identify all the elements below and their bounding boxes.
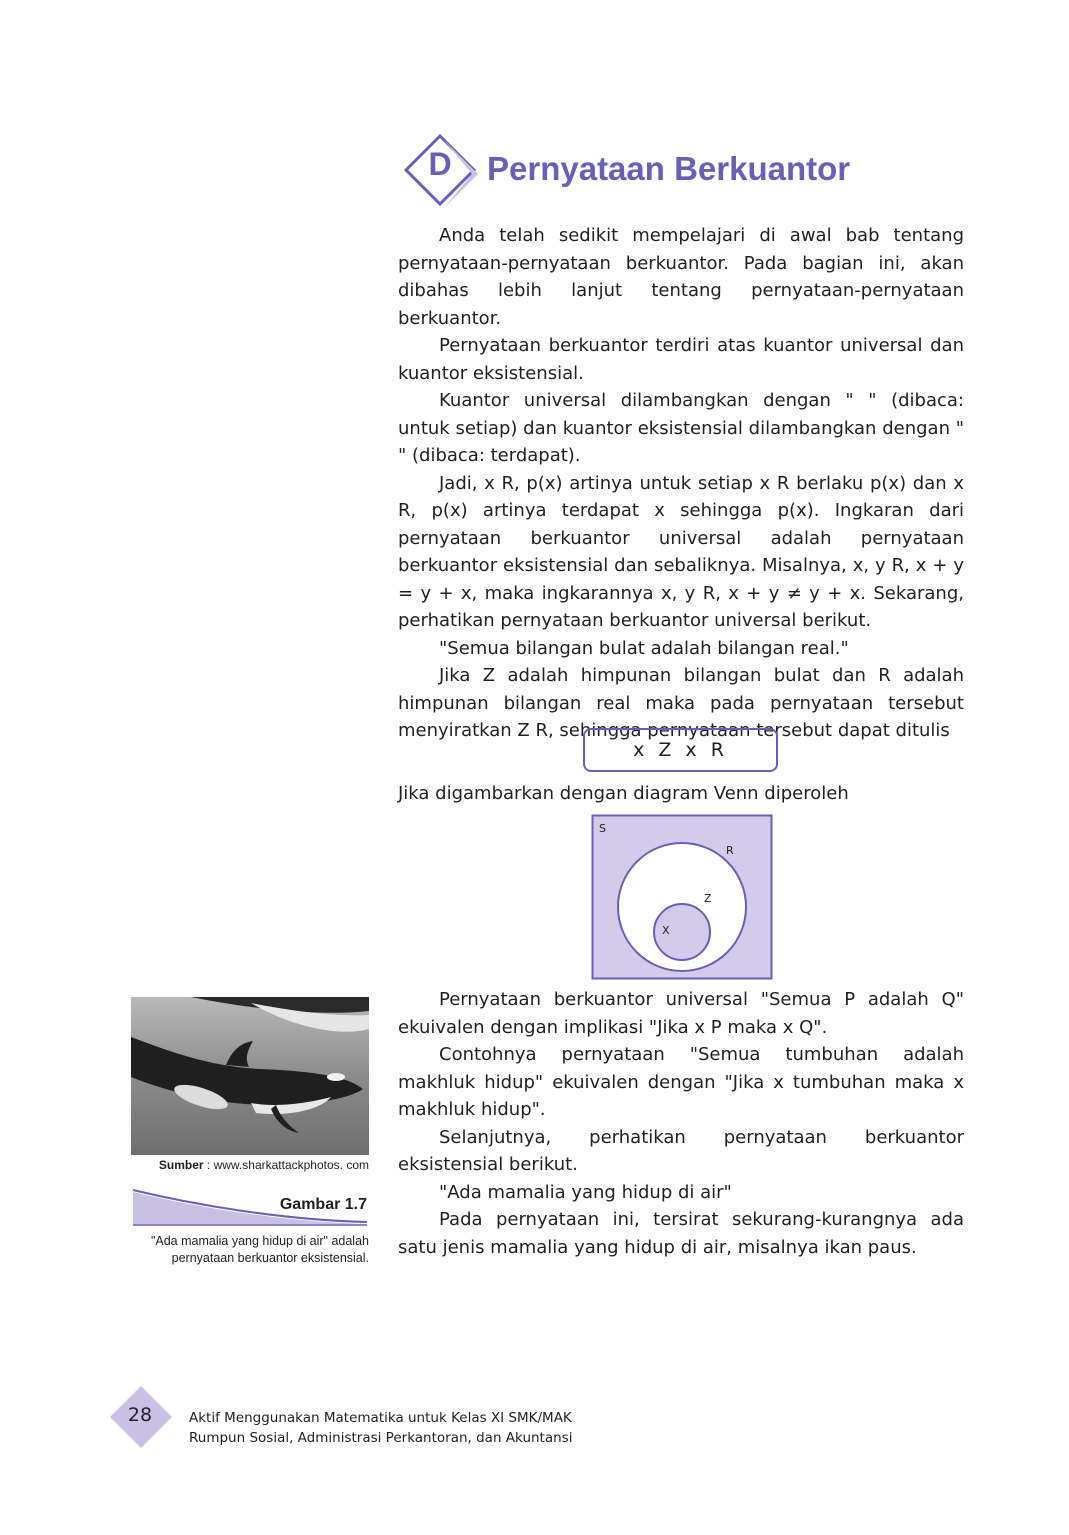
paragraph: Pernyataan berkuantor universal "Semua P adalah Q" ekuivalen dengan implikasi "Jika x P maka x Q". [398,989,964,1038]
paragraph: Kuantor universal dilambangkan dengan " " (dibaca: untuk setiap) dan kuantor eksistensial dilambangkan dengan " " (dibaca: terdapat). [398,390,964,466]
section-heading [400,130,1000,220]
venn-label-r: R [726,844,734,857]
figure-source [131,1157,369,1173]
paragraph: "Semua bilangan bulat adalah bilangan real." [439,637,849,659]
figure-caption: "Ada mamalia yang hidup di air" adalah pernyataan berkuantor eksistensial. [150,1234,369,1265]
paragraph: Selanjutnya, perhatikan pernyataan berkuantor eksistensial berikut. [398,1126,964,1175]
body-text-top [398,222,964,745]
venn-diagram [591,814,773,980]
paragraph: "Ada mamalia yang hidup di air" [439,1181,732,1203]
footer-line-2: Rumpun Sosial, Administrasi Perkantoran, dan Akuntansi [189,1430,573,1446]
formula-box: x Z x R [583,728,778,772]
orca-photo [131,997,369,1155]
section-letter: D [428,146,452,182]
paragraph: Jadi, x R, p(x) artinya untuk setiap x R berlaku p(x) dan x R, p(x) artinya terdapat x sehingga p(x). Ingkaran dari pernyataan berkuantor universal adalah pernyataan berkuantor eksistensial dan sebaliknya. Misalnya, x, y R, x + y = y + x, maka ingkarannya x, y R, x + y ≠ y + x. Sekarang, perhatikan pernyataan berkuantor universal berikut. [398,472,964,631]
paragraph: Anda telah sedikit mempelajari di awal bab tentang pernyataan-pernyataan berkuantor. Pada bagian ini, akan dibahas lebih lanjut tentang pernyataan-pernyataan berkuantor. [398,225,964,329]
paragraph: Pernyataan berkuantor terdiri atas kuantor universal dan kuantor eksistensial. [398,335,964,384]
venn-label-z: Z [704,892,712,905]
figure-source-label: Sumber [158,1158,204,1172]
paragraph: Jika Z adalah himpunan bilangan bulat dan R adalah himpunan bilangan real maka pada pernyataan tersebut menyiratkan Z R, sehingga pernyataan tersebut dapat ditulis [398,665,964,741]
paragraph: Contohnya pernyataan "Semua tumbuhan adalah makhluk hidup" ekuivalen dengan "Jika x tumbuhan maka x makhluk hidup". [398,1044,964,1120]
venn-label-s: S [599,822,606,835]
venn-intro-text: Jika digambarkan dengan diagram Venn diperoleh [398,783,849,804]
paragraph: Pada pernyataan ini, tersirat sekurang-kurangnya ada satu jenis mamalia yang hidup di air, misalnya ikan paus. [398,1209,964,1258]
orca-image [131,997,369,1155]
figure-source-text: : www.sharkattackphotos. com [203,1158,369,1172]
footer-text [189,1408,572,1448]
page-number: 28 [127,1404,153,1426]
figure-title: Gambar 1.7 [279,1196,367,1213]
footer-line-1: Aktif Menggunakan Matematika untuk Kelas XI SMK/MAK [189,1410,572,1426]
venn-label-x: X [662,924,670,937]
body-text-bottom [398,986,964,1261]
section-title: Pernyataan Berkuantor [487,150,851,187]
